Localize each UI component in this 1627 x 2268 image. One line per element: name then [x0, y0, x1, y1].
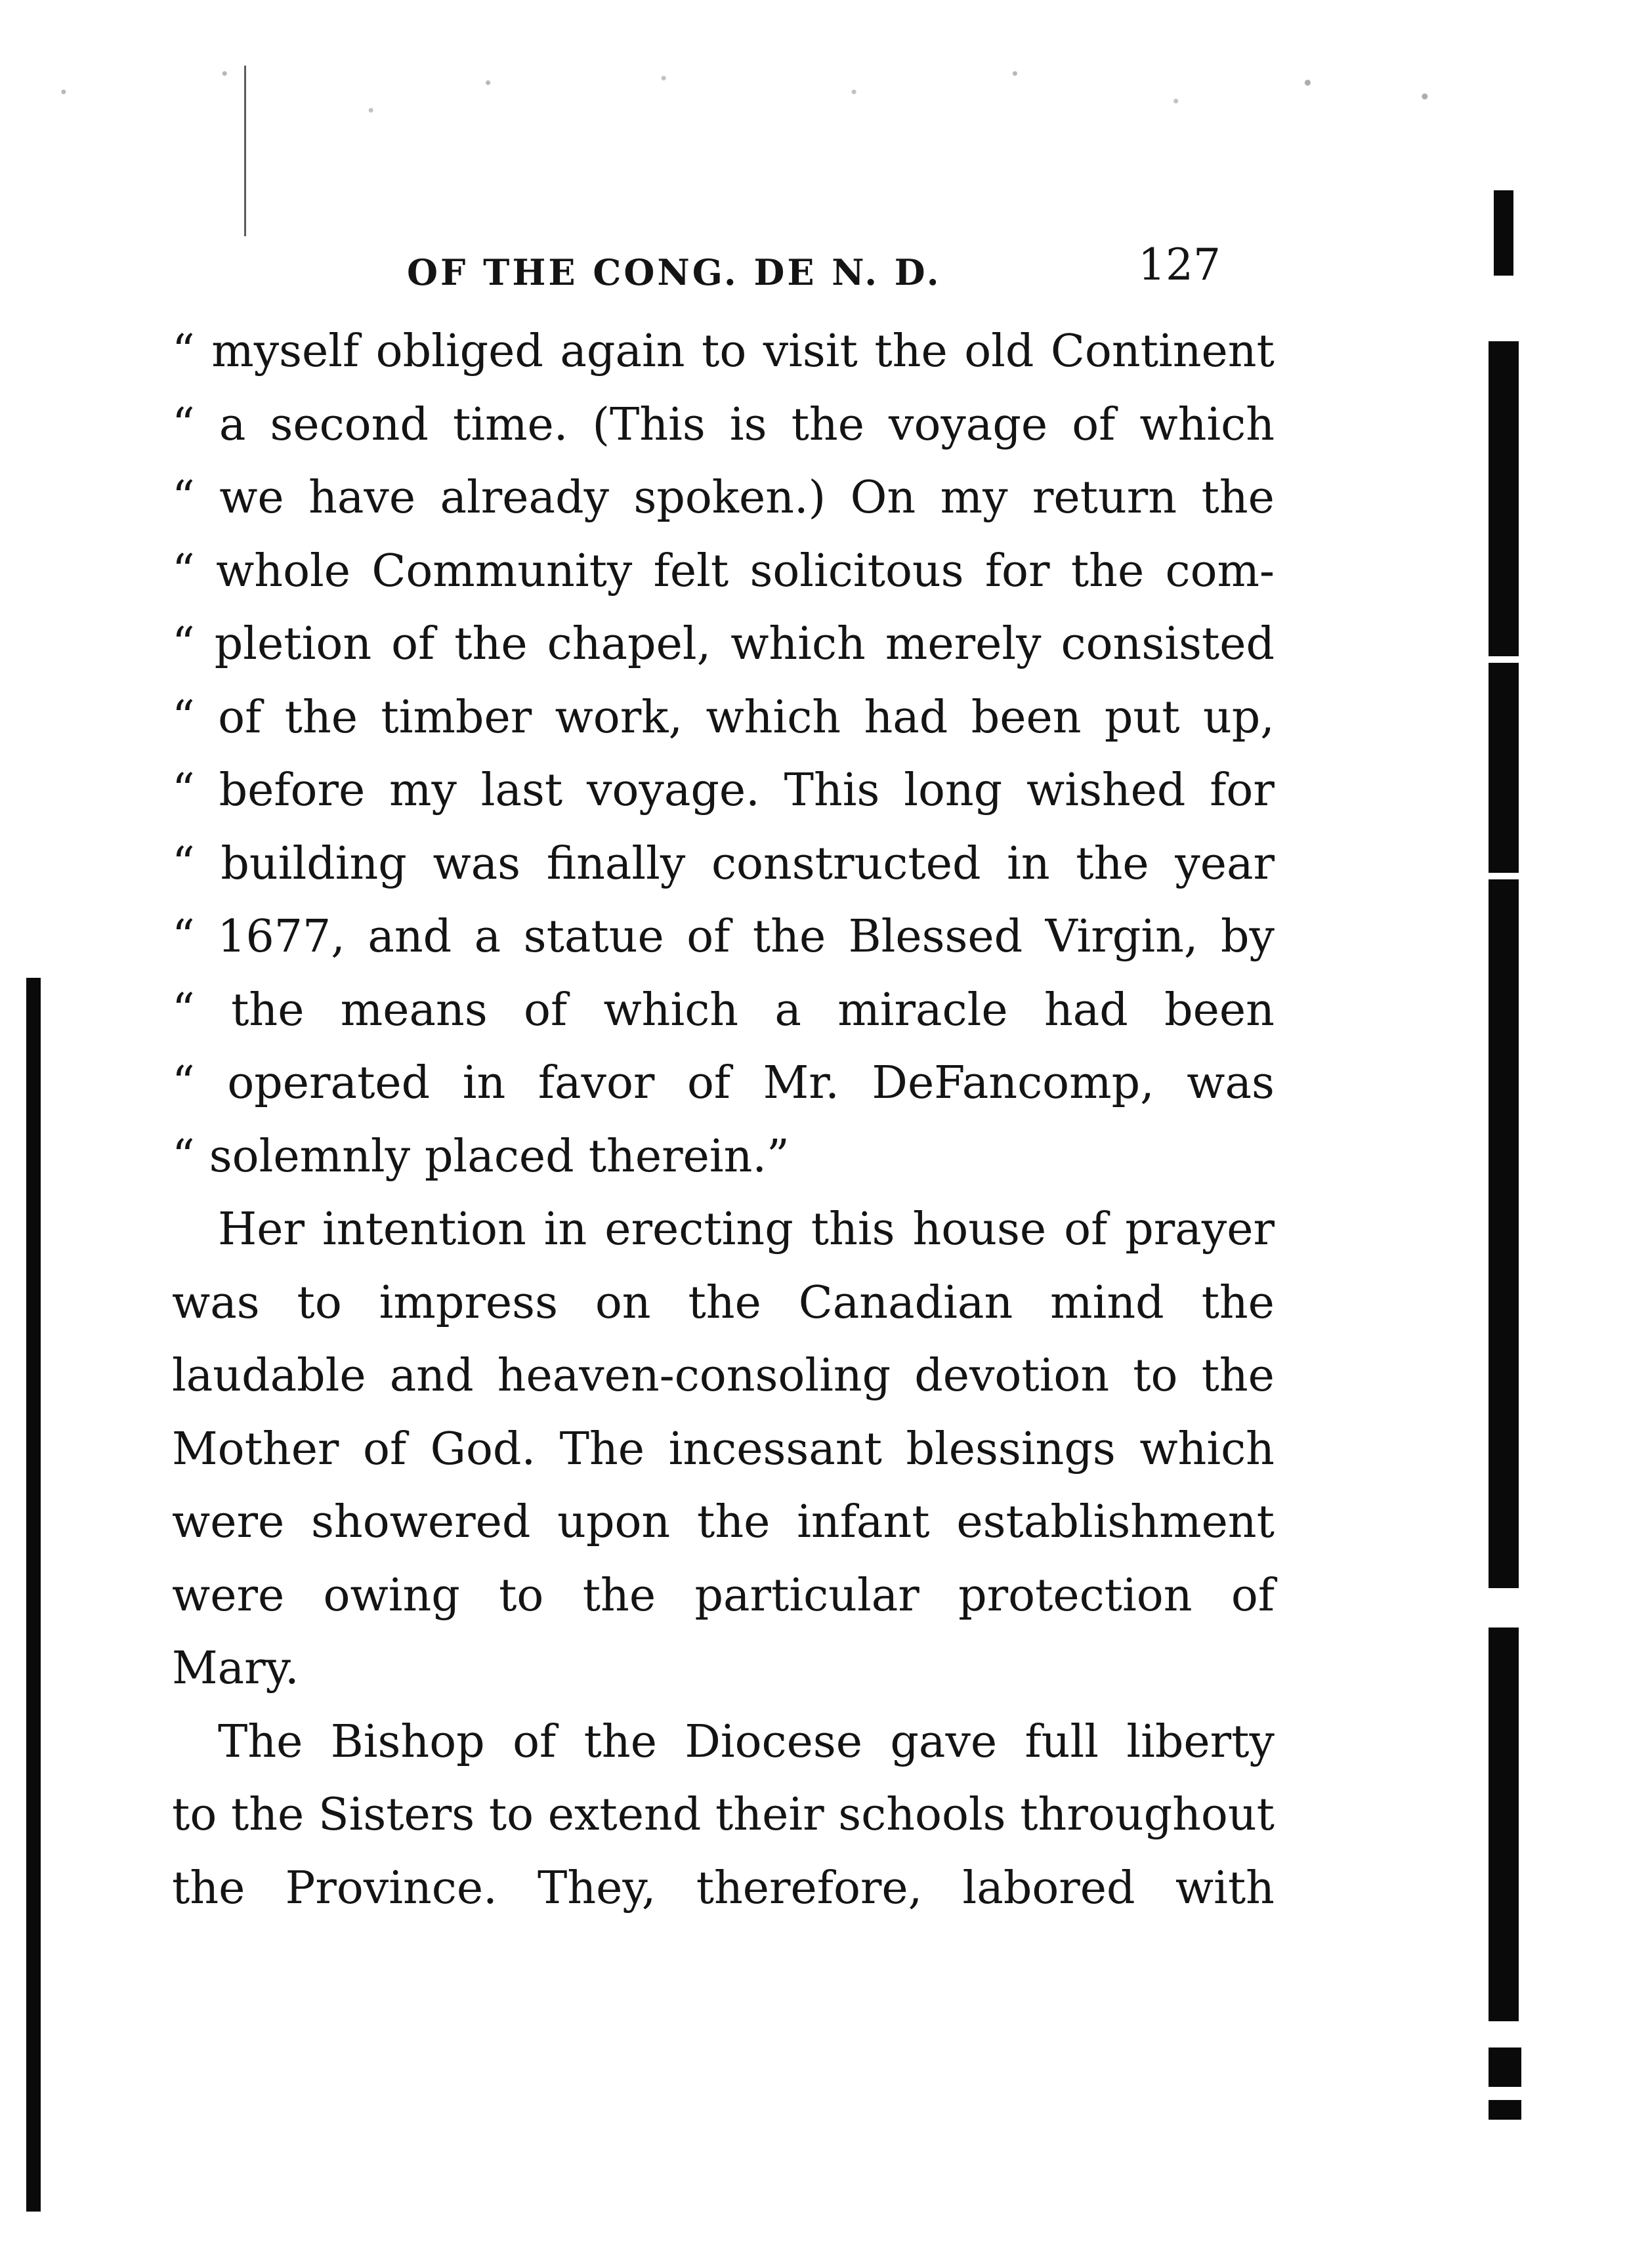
word: the — [688, 1276, 761, 1329]
word: throughout — [1020, 1789, 1275, 1841]
word: establishment — [956, 1496, 1275, 1548]
word: full — [1025, 1715, 1099, 1768]
word: Mother — [172, 1423, 339, 1475]
word: with — [1175, 1862, 1275, 1914]
text-line — [172, 461, 1275, 535]
word: the — [1070, 545, 1145, 597]
word: of — [391, 618, 435, 670]
running-head: OF THE CONG. DE N. D. — [407, 251, 942, 293]
word: which — [1139, 1423, 1275, 1475]
word: “ — [172, 765, 195, 816]
text-line — [172, 828, 1275, 901]
word: have — [308, 472, 416, 524]
text-line — [172, 608, 1275, 681]
word: “ — [172, 1130, 195, 1183]
word: statue — [523, 911, 664, 963]
word: in — [1007, 837, 1050, 890]
word: of — [513, 1715, 557, 1768]
word: felt — [653, 545, 729, 597]
word: return — [1032, 472, 1177, 524]
word: Canadian — [798, 1276, 1013, 1329]
word: the — [874, 326, 948, 377]
word: the — [1201, 472, 1275, 524]
word: of — [687, 1057, 731, 1109]
page-header — [368, 240, 1260, 299]
word: “ — [172, 545, 195, 597]
word: blessings — [906, 1423, 1116, 1475]
word: before — [219, 765, 366, 816]
word: a — [774, 984, 801, 1036]
word: favor — [538, 1057, 655, 1109]
word: had — [1044, 984, 1128, 1036]
word: therefore, — [696, 1862, 923, 1914]
word: for — [1210, 765, 1275, 816]
word: devotion — [914, 1350, 1110, 1402]
word: therein.” — [588, 1130, 790, 1183]
word: to — [297, 1276, 342, 1329]
word: their — [715, 1789, 824, 1841]
word: prayer — [1125, 1204, 1275, 1255]
right-edge-mark — [1489, 2048, 1521, 2087]
word: on — [595, 1276, 651, 1329]
word: to — [499, 1569, 544, 1622]
word: up, — [1202, 691, 1275, 744]
word: Bishop — [330, 1715, 485, 1768]
word: for — [984, 545, 1050, 597]
word: of — [1072, 398, 1116, 451]
right-edge-mark — [1489, 879, 1519, 1588]
word: was — [172, 1276, 260, 1329]
word: we — [219, 472, 284, 524]
word: in — [543, 1204, 587, 1255]
word: mind — [1050, 1276, 1164, 1329]
word: my — [389, 765, 457, 816]
word: myself — [211, 326, 360, 377]
text-line — [172, 1486, 1275, 1559]
scan-noise-top — [20, 46, 1483, 138]
word: liberty — [1126, 1715, 1275, 1768]
word: the — [1201, 1276, 1275, 1329]
word: Virgin, — [1045, 911, 1198, 963]
word: operated — [227, 1057, 431, 1109]
word: Province. — [285, 1862, 497, 1914]
word: in — [462, 1057, 506, 1109]
word: house — [912, 1204, 1047, 1255]
word: this — [811, 1204, 895, 1255]
word: which — [730, 618, 866, 670]
word: erecting — [604, 1204, 793, 1255]
word: Mr. — [763, 1057, 839, 1109]
word: incessant — [668, 1423, 882, 1475]
word: is — [729, 398, 767, 451]
word: spoken.) — [633, 472, 826, 524]
right-edge-mark — [1489, 663, 1519, 873]
text-line — [172, 1559, 1275, 1633]
text-line — [172, 388, 1275, 462]
word: finally — [546, 837, 686, 890]
word: put — [1104, 691, 1180, 744]
word: Blessed — [848, 911, 1023, 963]
word: a — [474, 911, 501, 963]
text-line — [172, 1339, 1275, 1413]
word: already — [440, 472, 610, 524]
word: long — [904, 765, 1003, 816]
text-line — [172, 754, 1275, 828]
word: of — [1064, 1204, 1108, 1255]
text-line — [172, 1047, 1275, 1120]
word: schools — [838, 1789, 1006, 1841]
gutter-line — [244, 66, 246, 236]
word: which — [706, 691, 841, 744]
word: the — [582, 1569, 656, 1622]
word: the — [697, 1496, 771, 1548]
body-text — [172, 315, 1275, 1925]
word: God. — [430, 1423, 536, 1475]
word: intention — [322, 1204, 526, 1255]
word: were — [172, 1496, 285, 1548]
word: miracle — [837, 984, 1008, 1036]
word: “ — [172, 984, 195, 1036]
word: the — [1201, 1350, 1275, 1402]
word: upon — [557, 1496, 671, 1548]
word: Community — [371, 545, 633, 597]
word: pletion — [214, 618, 372, 670]
word: to — [702, 326, 747, 377]
word: They, — [538, 1862, 656, 1914]
text-line — [172, 900, 1275, 974]
word: the — [172, 1862, 245, 1914]
word: timber — [381, 691, 532, 744]
word: owing — [323, 1569, 460, 1622]
word: extend — [547, 1789, 702, 1841]
word: of — [524, 984, 568, 1036]
word: was — [1187, 1057, 1275, 1109]
word: labored — [962, 1862, 1135, 1914]
word: “ — [172, 398, 195, 451]
word: old — [964, 326, 1034, 377]
word: DeFancomp, — [872, 1057, 1154, 1109]
right-edge-mark — [1489, 2100, 1521, 2120]
word: of — [1231, 1569, 1275, 1622]
text-line — [172, 1706, 1275, 1779]
word: voyage. — [587, 765, 760, 816]
word: to — [488, 1789, 534, 1841]
word: work, — [555, 691, 683, 744]
word: second — [270, 398, 429, 451]
word: my — [940, 472, 1008, 524]
word: again — [560, 326, 685, 377]
right-edge-mark — [1494, 190, 1513, 276]
word: showered — [311, 1496, 531, 1548]
word: Mary. — [172, 1643, 299, 1694]
word: protection — [958, 1569, 1193, 1622]
word: building — [221, 837, 407, 890]
word: particular — [694, 1569, 919, 1622]
text-line — [172, 1120, 1275, 1194]
text-line — [172, 535, 1275, 608]
word: This — [784, 765, 880, 816]
word: voyage — [889, 398, 1048, 451]
word: impress — [379, 1276, 558, 1329]
word: obliged — [375, 326, 543, 377]
word: and — [368, 911, 452, 963]
page-number: 127 — [1138, 240, 1221, 290]
word: com- — [1165, 545, 1275, 597]
word: visit — [763, 326, 858, 377]
right-edge-mark — [1489, 341, 1519, 656]
word: means — [340, 984, 488, 1036]
word: was — [433, 837, 521, 890]
word: “ — [172, 1057, 195, 1109]
word: had — [864, 691, 948, 744]
word: “ — [172, 618, 195, 670]
word: Sisters — [318, 1789, 475, 1841]
word: constructed — [711, 837, 981, 890]
word: of — [218, 691, 262, 744]
word: the — [791, 398, 864, 451]
word: which — [1139, 398, 1275, 451]
word: “ — [172, 472, 195, 524]
word: solemnly — [209, 1130, 411, 1183]
word: Continent — [1050, 326, 1275, 377]
word: the — [583, 1715, 657, 1768]
word: chapel, — [547, 618, 711, 670]
word: the — [284, 691, 358, 744]
word: On — [850, 472, 916, 524]
word: to — [172, 1789, 217, 1841]
word: to — [1133, 1350, 1178, 1402]
text-line — [172, 1267, 1275, 1340]
word: time. — [453, 398, 568, 451]
word: Her — [218, 1204, 305, 1255]
word: of — [363, 1423, 407, 1475]
word: by — [1220, 911, 1275, 963]
word: been — [971, 691, 1082, 744]
word: Diocese — [685, 1715, 863, 1768]
text-line — [172, 1632, 1275, 1706]
word: “ — [172, 326, 195, 377]
word: the — [1076, 837, 1149, 890]
word: and — [389, 1350, 474, 1402]
word: placed — [425, 1130, 574, 1183]
word: consisted — [1061, 618, 1275, 670]
word: a — [219, 398, 246, 451]
word: “ — [172, 911, 195, 963]
word: year — [1175, 837, 1275, 890]
word: the — [230, 1789, 305, 1841]
word: of — [687, 911, 730, 963]
text-line — [172, 1413, 1275, 1486]
text-line — [172, 1852, 1275, 1925]
word: were — [172, 1569, 285, 1622]
word: last — [480, 765, 563, 816]
word: laudable — [172, 1350, 366, 1402]
left-binding-rule — [26, 978, 41, 2212]
word: solicitous — [750, 545, 964, 597]
text-line — [172, 681, 1275, 755]
word: heaven-consoling — [497, 1350, 891, 1402]
word: whole — [216, 545, 351, 597]
word: 1677, — [217, 911, 345, 963]
word: The — [559, 1423, 645, 1475]
text-line — [172, 1193, 1275, 1267]
word: (This — [592, 398, 706, 451]
word: merely — [885, 618, 1042, 670]
word: the — [231, 984, 305, 1036]
word: the — [752, 911, 826, 963]
word: “ — [172, 837, 195, 890]
word: which — [603, 984, 739, 1036]
word: “ — [172, 691, 195, 744]
word: wished — [1026, 765, 1186, 816]
text-line — [172, 1778, 1275, 1852]
word: infant — [797, 1496, 930, 1548]
word: gave — [890, 1715, 998, 1768]
right-edge-mark — [1489, 1628, 1519, 2021]
word: been — [1164, 984, 1275, 1036]
text-line — [172, 315, 1275, 388]
text-line — [172, 974, 1275, 1047]
word: the — [454, 618, 528, 670]
word: The — [218, 1715, 303, 1768]
